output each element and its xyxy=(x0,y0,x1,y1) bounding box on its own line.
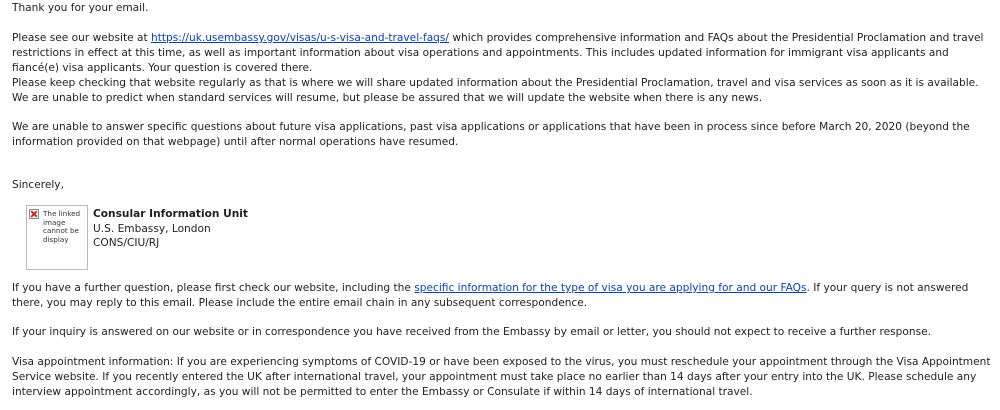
paragraph-keep-checking: Please keep checking that website regularly as that is where we will share updated information about the Presidential Proclamation, travel and visa services as soon as it is available. We are unable to predict when standard services will resume, but please be assured that we will update the website when there is any news. xyxy=(12,77,979,104)
paragraph-website-info xyxy=(12,31,997,76)
signature-block xyxy=(93,207,248,251)
paragraph-text: which provides comprehensive information and FAQs about the Presidential Proclamation and travel restrictions in effect at this time, as well as important information about visa operations and appointments. This includes updated information for immigrant visa applicants and fiancé(e) visa applicants. Your question is covered there. xyxy=(12,32,984,74)
paragraph-text: Please see our website at xyxy=(12,32,152,44)
paragraph-visa-appointment: Visa appointment information: If you are experiencing symptoms of COVID-19 or have been exposed to the virus, you must reschedule your appointment through the Visa Appointment Service website. If you recently entered the UK after international travel, your appointment must take place no earlier than 14 days after your entry into the UK. Please schedule any interview appointment accordingly, as you will not be permitted to enter the Embassy or Consulate if within 14 days of international travel. xyxy=(12,356,991,398)
signature-embassy: U.S. Embassy, London xyxy=(93,222,211,235)
image-alt-text: The linked image cannot be display xyxy=(43,209,81,244)
signature-code: CONS/CIU/RJ xyxy=(93,237,160,249)
paragraph-further-question xyxy=(12,281,997,311)
paragraph-text: . If your query is not answered there, you may reply to this email. Please include the entire email chain in any subsequent correspondence. xyxy=(12,282,969,309)
broken-image-icon xyxy=(29,209,39,219)
greeting: Thank you for your email. xyxy=(12,2,149,14)
paragraph-text: If you have a further question, please first check our website, including the xyxy=(12,282,415,294)
faq-link[interactable]: https://uk.usembassy.gov/visas/u-s-visa-and-travel-faqs/ xyxy=(151,32,449,44)
paragraph-no-further-response: If your inquiry is answered on our website or in correspondence you have received from the Embassy by email or letter, you should not expect to receive a further response. xyxy=(12,326,931,338)
signature-unit: Consular Information Unit xyxy=(93,208,248,220)
paragraph-unable-to-answer: We are unable to answer specific questions about future visa applications, past visa applications or applications that have been in process since before March 20, 2020 (beyond the information provided on that webpage) until after normal operations have resumed. xyxy=(12,121,970,148)
closing: Sincerely, xyxy=(12,179,64,191)
visa-info-link[interactable]: specific information for the type of visa you are applying for and our FAQs xyxy=(414,282,807,294)
broken-image-placeholder xyxy=(26,205,88,270)
